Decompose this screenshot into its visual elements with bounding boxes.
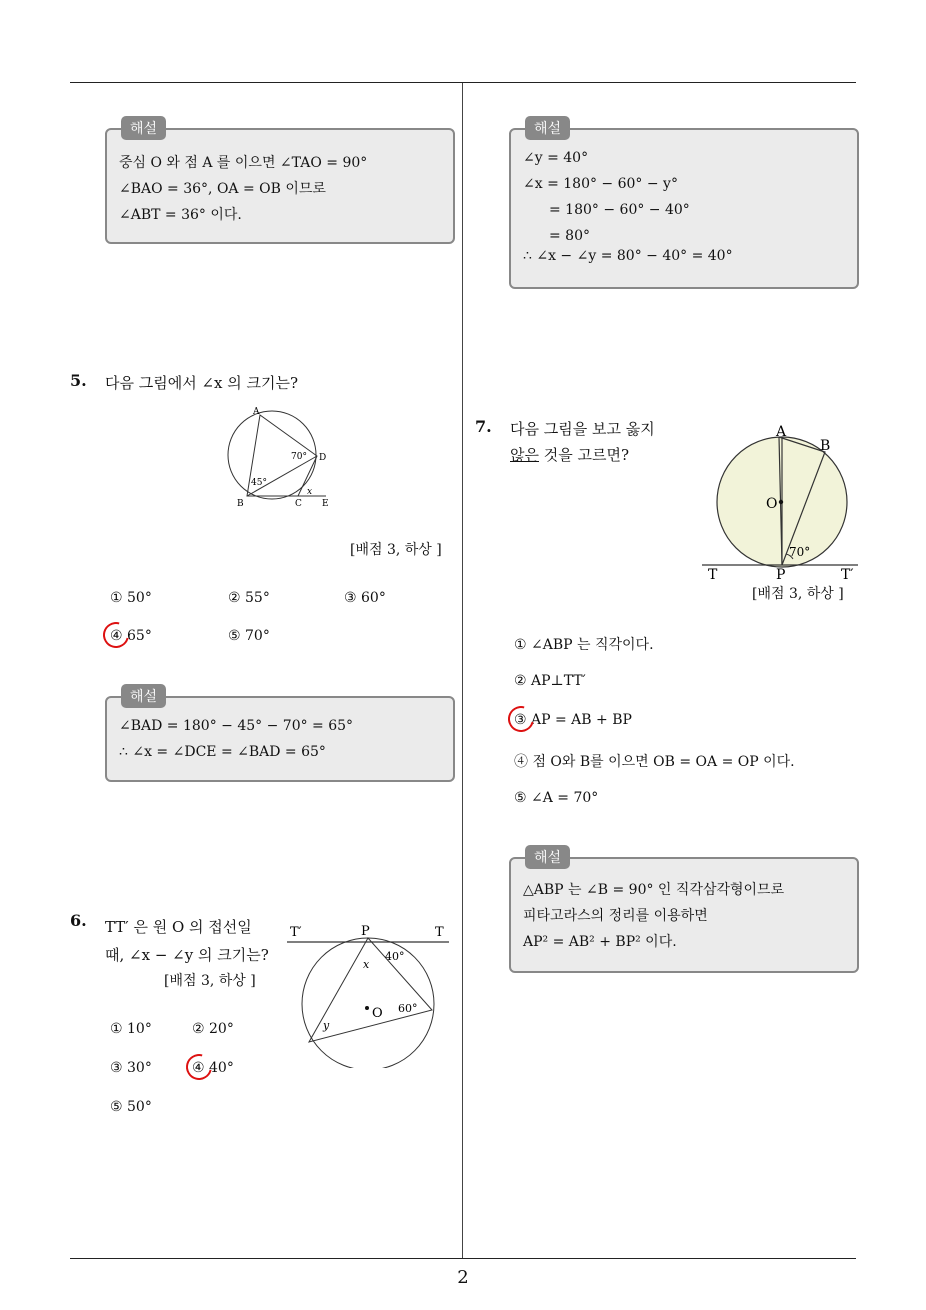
q5-label-x: x (307, 487, 313, 497)
q5-answer-mark (98, 617, 134, 653)
q5-option-2[interactable]: ② 55° (228, 590, 270, 606)
hint-tag: 해설 (121, 116, 166, 140)
q6-label-p: P (361, 924, 370, 939)
solution-line: ∴ ∠x = ∠DCE = ∠BAD = 65° (119, 744, 326, 760)
q6-answer-mark (181, 1049, 217, 1085)
solution-box-left-top (105, 121, 455, 244)
solution-line: ∠y = 40° (523, 150, 589, 166)
q7-points: [배점 3, 하상 ] (752, 586, 844, 602)
q6-option-2[interactable]: ② 20° (192, 1021, 234, 1037)
q5-label-c: C (295, 499, 302, 509)
q5-text: 다음 그림에서 ∠x 의 크기는? (105, 374, 299, 392)
q5-option-1[interactable]: ① 50° (110, 590, 152, 606)
q7-figure (700, 420, 860, 582)
solution-line: AP² = AB² + BP² 이다. (523, 934, 677, 950)
solution-line: △ABP 는 ∠B = 90° 인 직각삼각형이므로 (523, 882, 785, 898)
q7-solution-box (509, 850, 859, 973)
q5-solution-box (105, 689, 455, 782)
q6-option-1[interactable]: ① 10° (110, 1021, 152, 1037)
q5-label-e: E (322, 499, 329, 509)
q7-label-tprime: T′ (841, 567, 854, 582)
q7-label-o: O (766, 496, 778, 512)
q7-option-3[interactable]: ③ AP = AB + BP (514, 712, 632, 728)
hint-tag: 해설 (525, 116, 570, 140)
hint-tag: 해설 (525, 845, 570, 869)
q6-number: 6. (70, 911, 87, 930)
q5-points: [배점 3, 하상 ] (350, 542, 442, 558)
q5-label-45: 45° (251, 478, 267, 488)
q6-text-2: 때, ∠x − ∠y 의 크기는? (105, 946, 269, 964)
solution-line: = 80° (549, 228, 590, 244)
bottom-rule (70, 1258, 856, 1259)
solution-line: ∠ABT = 36° 이다. (119, 207, 242, 223)
q7-option-4[interactable]: ④ 점 O와 B를 이으면 OB = OA = OP 이다. (514, 754, 795, 770)
q7-option-5[interactable]: ⑤ ∠A = 70° (514, 790, 599, 806)
q7-label-p: P (776, 567, 786, 582)
q6-label-y: y (323, 1019, 330, 1032)
q7-underlined-word: 않은 (510, 446, 539, 464)
q7-label-a: A (776, 424, 787, 440)
solution-line: ∴ ∠x − ∠y = 80° − 40° = 40° (523, 248, 733, 264)
q7-label-b: B (820, 438, 831, 454)
q5-option-5[interactable]: ⑤ 70° (228, 628, 270, 644)
q6-label-tprime: T′ (290, 925, 302, 940)
page-number: 2 (457, 1267, 469, 1288)
q7-label-70: 70° (789, 545, 811, 559)
q6-label-t: T (435, 925, 444, 940)
q7-option-1[interactable]: ① ∠ABP 는 직각이다. (514, 637, 654, 653)
q5-label-d: D (319, 453, 327, 463)
q6-label-o: O (372, 1006, 383, 1021)
q6-option-3[interactable]: ③ 30° (110, 1060, 152, 1076)
q5-figure (220, 403, 340, 513)
solution-line: 피타고라스의 정리를 이용하면 (523, 908, 708, 924)
solution-line: ∠BAD = 180° − 45° − 70° = 65° (119, 718, 354, 734)
column-divider (462, 83, 463, 1258)
solution-line: ∠x = 180° − 60° − y° (523, 176, 678, 192)
q6-option-4[interactable]: ④ 40° (192, 1060, 234, 1076)
solution-box-right-top (509, 121, 859, 289)
q6-figure (285, 918, 453, 1068)
top-rule (70, 82, 856, 83)
solution-line: ∠BAO = 36°, OA = OB 이므로 (119, 181, 326, 197)
q5-option-3[interactable]: ③ 60° (344, 590, 386, 606)
q5-option-4[interactable]: ④ 65° (110, 628, 152, 644)
q6-text-1: TT′ 은 원 O 의 접선일 (105, 918, 252, 936)
q5-label-b: B (237, 499, 244, 509)
q7-option-2[interactable]: ② AP⊥TT′ (514, 673, 586, 689)
q7-answer-mark (503, 701, 539, 737)
q7-text-rest: 것을 고르면? (538, 446, 630, 464)
solution-line: = 180° − 60° − 40° (549, 202, 690, 218)
q7-label-t: T (708, 567, 718, 582)
hint-tag: 해설 (121, 684, 166, 708)
q5-label-a: A (253, 407, 260, 417)
q5-label-70: 70° (291, 452, 307, 462)
q7-text-1: 다음 그림을 보고 옳지 (510, 420, 655, 438)
solution-line: 중심 O 와 점 A 를 이으면 ∠TAO = 90° (119, 155, 368, 171)
q6-option-5[interactable]: ⑤ 50° (110, 1099, 152, 1115)
q7-text-2 (510, 444, 629, 465)
q6-label-60: 60° (398, 1002, 418, 1015)
q6-points: [배점 3, 하상 ] (164, 973, 256, 989)
q7-number: 7. (475, 417, 492, 436)
q5-number: 5. (70, 371, 87, 390)
q6-label-x: x (363, 958, 370, 971)
q6-label-40: 40° (385, 950, 405, 963)
